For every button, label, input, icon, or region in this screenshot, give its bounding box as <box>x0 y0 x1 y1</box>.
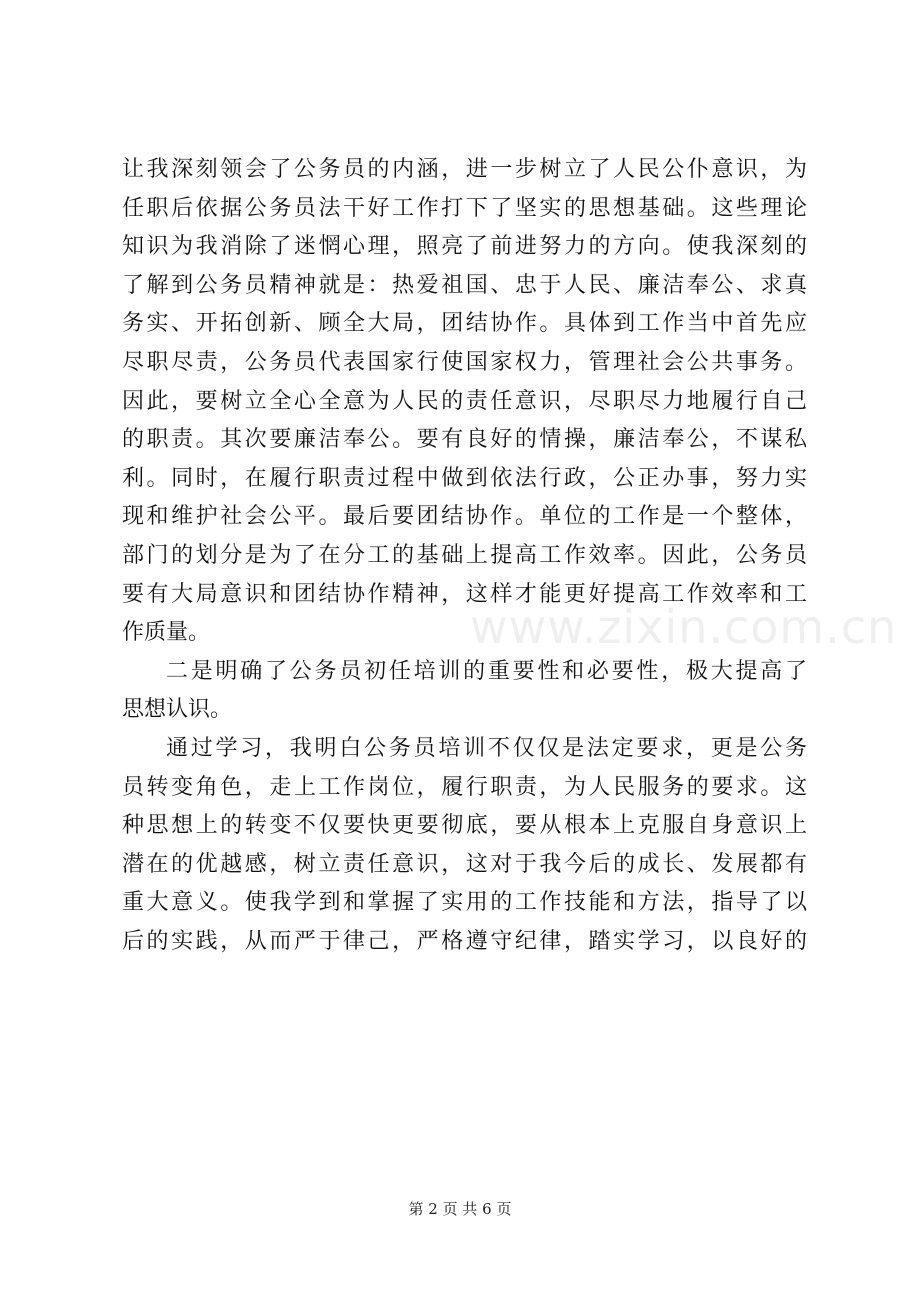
text-line: 员转变角色，走上工作岗位，履行职责，为人民服务的要求。这 <box>122 774 807 800</box>
paragraph <box>122 151 807 653</box>
text-line: 思想认识。 <box>122 697 233 723</box>
body-text <box>122 151 807 961</box>
text-line: 让我深刻领会了公务员的内涵，进一步树立了人民公仆意识，为 <box>122 157 807 182</box>
paragraph <box>122 653 807 730</box>
text-line: 作质量。 <box>122 620 211 646</box>
text-line: 利。同时，在履行职责过程中做到依法行政，公正办事，努力实 <box>122 465 807 491</box>
text-line: 种思想上的转变不仅要快更要彻底，要从根本上克服自身意识上 <box>122 813 807 839</box>
text-line: 因此，要树立全心全意为人民的责任意识，尽职尽力地履行自己 <box>122 388 807 414</box>
text-line: 务实、开拓创新、顾全大局，团结协作。具体到工作当中首先应 <box>122 311 807 337</box>
text-line: 知识为我消除了迷惘心理，照亮了前进努力的方向。使我深刻的 <box>122 234 807 260</box>
text-line: 的职责。其次要廉洁奉公。要有良好的情操，廉洁奉公，不谋私 <box>122 427 807 453</box>
text-line: 后的实践，从而严于律己，严格遵守纪律，踏实学习，以良好的 <box>122 928 807 954</box>
text-line: 尽职尽责，公务员代表国家行使国家权力，管理社会公共事务。 <box>122 349 807 375</box>
text-line: 要有大局意识和团结协作精神，这样才能更好提高工作效率和工 <box>122 581 807 607</box>
text-line: 现和维护社会公平。最后要团结协作。单位的工作是一个整体， <box>122 504 807 530</box>
text-line: 潜在的优越感，树立责任意识，这对于我今后的成长、发展都有 <box>122 851 807 877</box>
watermark: www.zixin.com.cn <box>470 600 898 654</box>
paragraph <box>122 730 807 962</box>
text-line: 二是明确了公务员初任培训的重要性和必要性，极大提高了 <box>166 658 807 684</box>
text-line: 了解到公务员精神就是：热爱祖国、忠于人民、廉洁奉公、求真 <box>122 272 807 298</box>
text-line: 重大意义。使我学到和掌握了实用的工作技能和方法，指导了以 <box>122 890 807 916</box>
text-line: 通过学习，我明白公务员培训不仅仅是法定要求，更是公务 <box>166 735 807 761</box>
page-footer: 第 2 页 共 6 页 <box>408 1200 512 1218</box>
text-line: 部门的划分是为了在分工的基础上提高工作效率。因此，公务员 <box>122 542 807 568</box>
text-line: 任职后依据公务员法干好工作打下了坚实的思想基础。这些理论 <box>122 195 807 221</box>
